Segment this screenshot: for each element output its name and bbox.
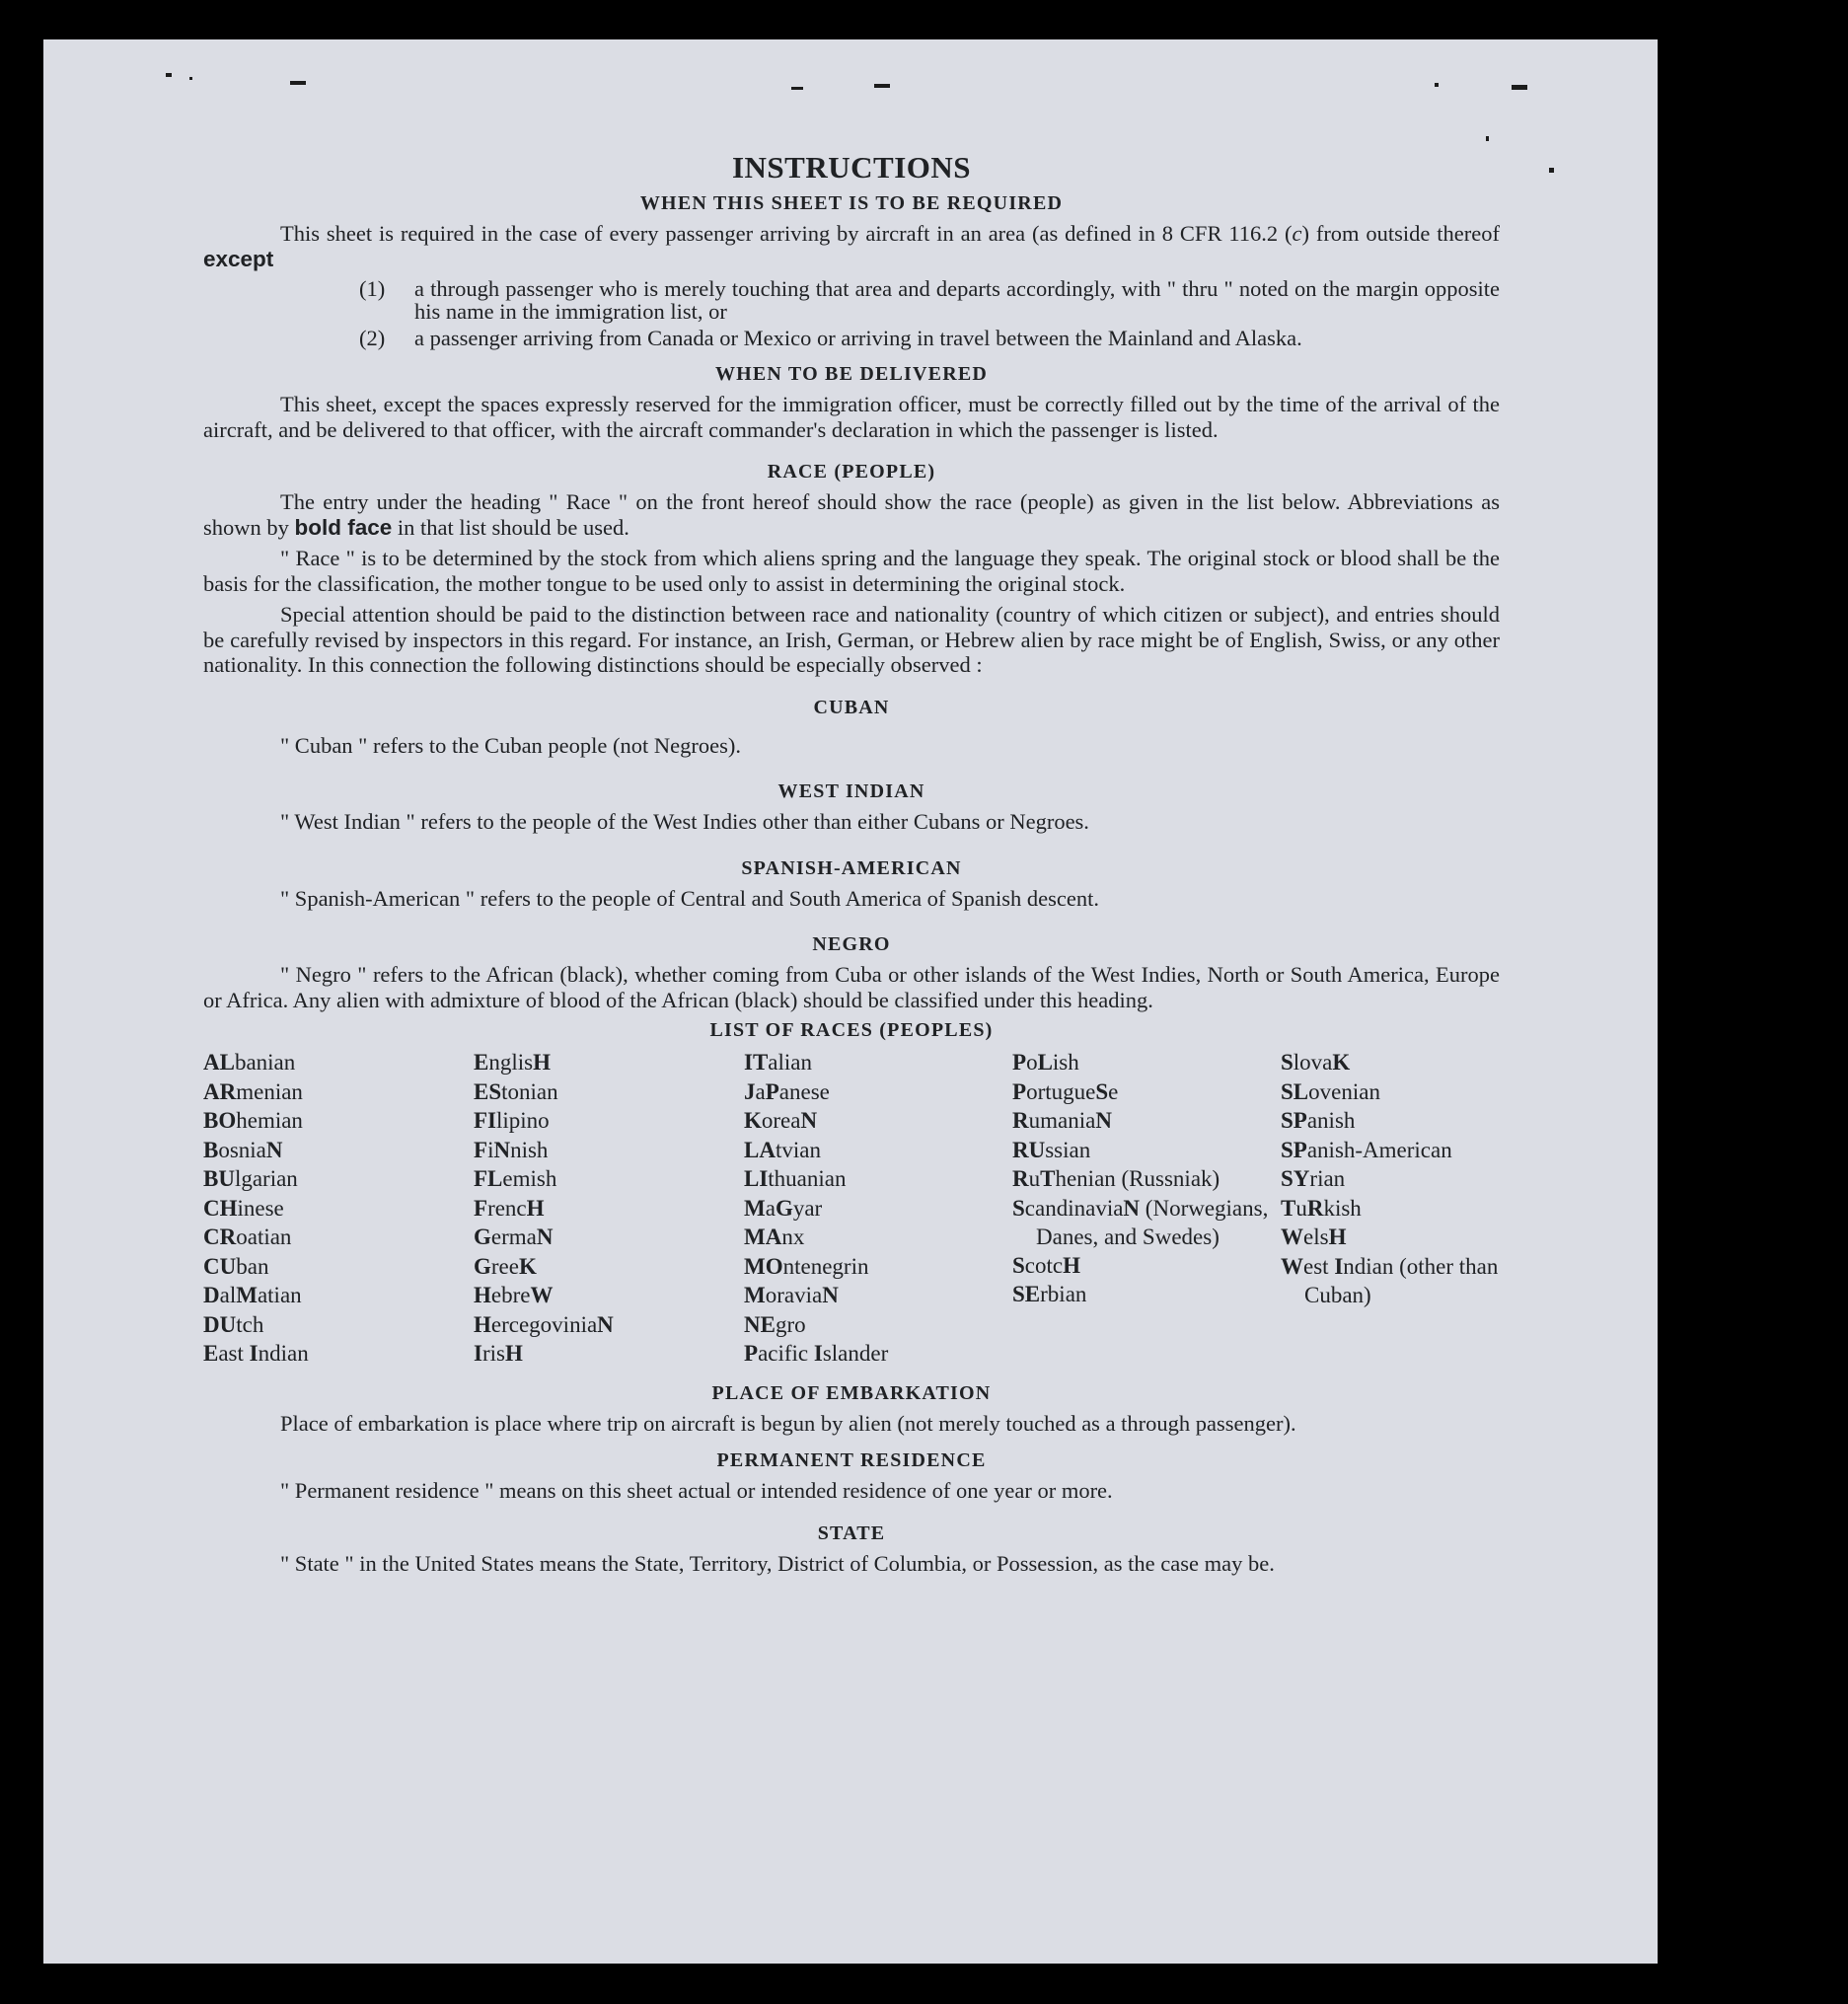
race-text: (Norwegians, Danes, and Swedes) xyxy=(1036,1195,1269,1249)
section-list-of-races xyxy=(203,1018,1500,1369)
race-entry xyxy=(474,1252,744,1282)
race-text: nx xyxy=(781,1225,805,1249)
section-cuban xyxy=(203,696,1500,759)
paragraph: Special attention should be paid to the distinction between race and nationality (country of which citizen or subject), and entries should be carefully revised by inspectors in this regard. For instance, an Irish, German, or Hebrew alien by race might be of English, Swiss, or any other nationality. In this connection the following distinctions should be especially observed : xyxy=(203,602,1500,677)
race-abbrev: N xyxy=(800,1108,818,1133)
race-entry xyxy=(744,1077,1012,1107)
paragraph: Place of embarkation is place where trip on aircraft is begun by alien (not merely touched as a through passenger). xyxy=(280,1410,1296,1436)
race-abbrev: S xyxy=(1095,1078,1109,1104)
race-abbrev: FI xyxy=(474,1108,496,1133)
races-table xyxy=(203,1048,1500,1369)
race-abbrev: T xyxy=(1040,1166,1056,1191)
race-entry xyxy=(1281,1136,1500,1165)
race-abbrev: I xyxy=(813,1341,823,1366)
race-entry xyxy=(203,1136,474,1165)
race-text: a xyxy=(755,1078,766,1104)
race-text: oravia xyxy=(765,1283,823,1307)
section-negro xyxy=(203,932,1500,1012)
race-entry xyxy=(1012,1194,1281,1251)
race-text: anish xyxy=(1306,1108,1356,1133)
race-entry xyxy=(1012,1251,1281,1281)
race-text: cotc xyxy=(1024,1252,1064,1278)
item-number: (2) xyxy=(359,326,386,350)
section-heading: WHEN THIS SHEET IS TO BE REQUIRED xyxy=(639,192,1064,214)
race-entry xyxy=(474,1281,744,1310)
scan-speck xyxy=(1486,136,1489,141)
race-abbrev: G xyxy=(474,1225,491,1249)
race-text: ris xyxy=(481,1341,505,1366)
paragraph: " Cuban " refers to the Cuban people (not Negroes). xyxy=(280,732,741,758)
race-abbrev: D xyxy=(203,1283,220,1307)
race-text: ortugue xyxy=(1026,1078,1096,1104)
paragraph: " Negro " refers to the African (black), whether coming from Cuba or other islands of the West Indies, North or South America, Europe or Africa. Any alien with admixture of blood of the African (black) should be classified under this heading. xyxy=(203,962,1500,1012)
section-embarkation xyxy=(203,1381,1500,1437)
race-abbrev: I xyxy=(474,1341,482,1366)
race-text: inese xyxy=(237,1195,284,1221)
race-entry xyxy=(203,1310,474,1340)
item-text: a through passenger who is merely touching that area and departs accordingly, with " thru " noted on the margin opposite his name in the immigration list, or xyxy=(414,276,1500,324)
race-abbrev: P xyxy=(765,1078,779,1104)
race-abbrev: SY xyxy=(1281,1166,1310,1191)
race-text: lgarian xyxy=(234,1166,298,1191)
race-entry xyxy=(1281,1048,1500,1077)
race-entry xyxy=(1281,1077,1500,1107)
section-spanish-american xyxy=(203,856,1500,912)
paragraph: " State " in the United States means the State, Territory, District of Columbia, or Possession, as the case may be. xyxy=(280,1550,1275,1576)
race-text: nglis xyxy=(488,1050,534,1075)
section-heading: LIST OF RACES (PEOPLES) xyxy=(709,1019,994,1041)
race-abbrev: N xyxy=(822,1283,839,1307)
race-entry xyxy=(203,1223,474,1252)
race-abbrev: N xyxy=(1095,1108,1112,1133)
race-text: acific xyxy=(758,1341,814,1366)
race-entry xyxy=(744,1281,1012,1310)
race-abbrev: P xyxy=(744,1341,759,1366)
race-abbrev: H xyxy=(474,1311,491,1337)
race-text: ast xyxy=(218,1341,250,1366)
race-text: tonian xyxy=(501,1078,558,1104)
race-entry xyxy=(203,1281,474,1310)
list-item xyxy=(203,277,1500,323)
race-text: est xyxy=(1303,1253,1335,1279)
race-text: ree xyxy=(490,1253,519,1279)
paragraph: " Spanish-American " refers to the people of Central and South America of Spanish descent. xyxy=(280,885,1100,911)
race-text: ovenian xyxy=(1308,1078,1380,1104)
race-abbrev: N xyxy=(493,1137,511,1162)
race-abbrev: B xyxy=(203,1137,219,1162)
races-column xyxy=(1012,1048,1281,1369)
race-text: u xyxy=(1295,1195,1307,1221)
race-abbrev: N xyxy=(597,1311,614,1337)
section-west-indian xyxy=(203,779,1500,835)
race-text: ban xyxy=(236,1253,269,1279)
emphasis-bold-face: bold face xyxy=(294,514,393,540)
race-entry xyxy=(744,1339,1012,1369)
section-permanent-residence xyxy=(203,1448,1500,1504)
race-text: ntenegrin xyxy=(782,1253,869,1279)
race-text: anese xyxy=(778,1078,830,1104)
race-abbrev: H xyxy=(526,1195,545,1221)
race-abbrev: SP xyxy=(1281,1137,1307,1162)
race-entry xyxy=(474,1339,744,1369)
exception-list xyxy=(203,277,1500,349)
paragraph: The entry under the heading " Race " on the front hereof should show the race (people) as given in the list below. Abbreviations as shown by bold face in that list should be used. xyxy=(203,489,1500,540)
scan-speck xyxy=(1512,85,1527,90)
races-column xyxy=(474,1048,744,1369)
scan-speck xyxy=(290,81,306,85)
race-abbrev: W xyxy=(1281,1225,1303,1249)
race-abbrev: CU xyxy=(203,1253,237,1279)
list-item xyxy=(203,327,1500,349)
page-title: INSTRUCTIONS xyxy=(731,150,971,185)
race-text: alian xyxy=(768,1050,812,1075)
race-abbrev: M xyxy=(744,1195,766,1221)
race-text: els xyxy=(1303,1225,1329,1249)
race-abbrev: RU xyxy=(1012,1137,1046,1162)
race-entry xyxy=(474,1164,744,1194)
race-abbrev: S xyxy=(1012,1195,1025,1221)
race-abbrev: CR xyxy=(203,1225,237,1249)
scan-speck xyxy=(791,87,803,90)
race-entry xyxy=(474,1106,744,1136)
race-entry xyxy=(203,1106,474,1136)
race-text: thuanian xyxy=(768,1166,847,1191)
race-entry xyxy=(1012,1077,1281,1107)
race-abbrev: R xyxy=(1012,1166,1029,1191)
races-column xyxy=(744,1048,1012,1369)
race-text: yar xyxy=(792,1195,823,1221)
race-abbrev: W xyxy=(530,1283,554,1307)
race-entry xyxy=(1281,1194,1500,1224)
race-abbrev: CH xyxy=(203,1195,238,1221)
race-abbrev: LA xyxy=(744,1137,776,1162)
race-entry xyxy=(744,1310,1012,1340)
race-abbrev: S xyxy=(1012,1252,1025,1278)
race-entry xyxy=(474,1077,744,1107)
section-heading: NEGRO xyxy=(812,933,891,955)
race-text: oatian xyxy=(236,1225,292,1249)
race-abbrev: K xyxy=(1332,1050,1351,1075)
race-abbrev: R xyxy=(1306,1195,1324,1221)
race-text: tvian xyxy=(775,1137,821,1162)
race-text: hemian xyxy=(236,1108,303,1133)
race-abbrev: G xyxy=(474,1253,491,1279)
section-heading: STATE xyxy=(817,1522,886,1544)
race-text: o xyxy=(1026,1050,1038,1075)
race-abbrev: I xyxy=(249,1341,259,1366)
race-entry xyxy=(474,1194,744,1224)
race-abbrev: H xyxy=(1328,1225,1347,1249)
scan-speck xyxy=(166,73,172,77)
scan-speck xyxy=(874,84,890,88)
races-column xyxy=(203,1048,474,1369)
race-abbrev: T xyxy=(1281,1195,1296,1221)
race-entry xyxy=(1012,1136,1281,1165)
paragraph: " Race " is to be determined by the stock from which aliens spring and the language they speak. The original stock or blood shall be the basis for the classification, the mother tongue to be used only to assist in determining the original stock. xyxy=(203,546,1500,596)
race-entry xyxy=(1012,1106,1281,1136)
race-text: slander xyxy=(822,1341,889,1366)
scan-speck xyxy=(1435,83,1439,87)
section-heading: RACE (PEOPLE) xyxy=(767,461,936,482)
race-abbrev: LI xyxy=(744,1166,769,1191)
race-entry xyxy=(1281,1164,1500,1194)
race-text: ndian xyxy=(258,1341,309,1366)
race-entry xyxy=(203,1048,474,1077)
race-text: e xyxy=(1108,1078,1119,1104)
race-text: anish-American xyxy=(1306,1137,1452,1162)
race-text: ebre xyxy=(490,1283,531,1307)
section-heading: CUBAN xyxy=(813,696,890,718)
section-when-required xyxy=(203,191,1500,349)
race-text: rian xyxy=(1309,1166,1346,1191)
race-entry xyxy=(203,1339,474,1369)
scan-speck xyxy=(189,77,192,80)
race-text: umania xyxy=(1028,1108,1096,1133)
race-abbrev: H xyxy=(1063,1252,1080,1278)
section-heading: WHEN TO BE DELIVERED xyxy=(714,363,989,385)
race-abbrev: P xyxy=(1012,1050,1027,1075)
race-entry xyxy=(744,1164,1012,1194)
race-abbrev: G xyxy=(775,1195,793,1221)
race-abbrev: N xyxy=(1123,1195,1141,1221)
race-entry xyxy=(1012,1048,1281,1077)
race-entry xyxy=(203,1194,474,1224)
race-text: nish xyxy=(510,1137,549,1162)
race-abbrev: W xyxy=(1281,1253,1303,1279)
race-abbrev: N xyxy=(536,1225,554,1249)
item-text: a passenger arriving from Canada or Mexico or arriving in travel between the Mainland and Alaska. xyxy=(414,326,1302,350)
section-heading: WEST INDIAN xyxy=(777,780,925,802)
race-text: ercegovinia xyxy=(490,1311,598,1337)
race-entry xyxy=(474,1136,744,1165)
instructions-content xyxy=(203,148,1500,1582)
race-entry xyxy=(1281,1252,1500,1309)
race-text: candinavia xyxy=(1024,1195,1124,1221)
race-abbrev: K xyxy=(518,1253,537,1279)
race-text: emish xyxy=(502,1166,557,1191)
race-abbrev: H xyxy=(533,1050,551,1075)
race-entry xyxy=(744,1106,1012,1136)
race-text: ish xyxy=(1052,1050,1079,1075)
race-abbrev: M xyxy=(236,1283,258,1307)
paragraph: This sheet is required in the case of every passenger arriving by aircraft in an area (as defined in 8 CFR 116.2 (c) from outside thereof except xyxy=(203,221,1500,271)
race-abbrev: AR xyxy=(203,1078,237,1104)
race-entry xyxy=(203,1077,474,1107)
race-abbrev: K xyxy=(744,1108,762,1133)
race-abbrev: F xyxy=(474,1195,488,1221)
race-abbrev: E xyxy=(474,1050,489,1075)
race-entry xyxy=(1012,1164,1281,1194)
race-text: kish xyxy=(1323,1195,1362,1221)
race-abbrev: IT xyxy=(744,1050,769,1075)
race-abbrev: NE xyxy=(744,1311,776,1337)
race-abbrev: AL xyxy=(203,1050,235,1075)
race-entry xyxy=(744,1223,1012,1252)
race-abbrev: ES xyxy=(474,1078,502,1104)
document-page xyxy=(43,39,1658,1964)
race-entry xyxy=(744,1136,1012,1165)
race-abbrev: P xyxy=(1012,1078,1027,1104)
section-when-delivered xyxy=(203,362,1500,442)
race-text: banian xyxy=(234,1050,296,1075)
race-text: rbian xyxy=(1040,1282,1087,1306)
race-abbrev: J xyxy=(744,1078,756,1104)
race-abbrev: SE xyxy=(1012,1282,1041,1306)
race-text: tch xyxy=(236,1311,264,1337)
paragraph: This sheet, except the spaces expressly reserved for the immigration officer, must be correctly filled out by the time of the arrival of the aircraft, and be delivered to that officer, with the aircraft commander's declaration in which the passenger is listed. xyxy=(203,392,1500,442)
race-text: menian xyxy=(236,1078,303,1104)
race-abbrev: H xyxy=(504,1341,523,1366)
race-abbrev: H xyxy=(474,1283,491,1307)
race-text: ndian (other than Cuban) xyxy=(1304,1253,1499,1307)
race-text: renc xyxy=(487,1195,527,1221)
race-abbrev: M xyxy=(744,1283,766,1307)
race-abbrev: BO xyxy=(203,1108,237,1133)
race-text: lipino xyxy=(496,1108,550,1133)
race-abbrev: SP xyxy=(1281,1108,1307,1133)
race-entry xyxy=(474,1048,744,1077)
race-abbrev: L xyxy=(1037,1050,1053,1075)
race-abbrev: R xyxy=(1012,1108,1029,1133)
race-abbrev: S xyxy=(1281,1050,1294,1075)
race-entry xyxy=(744,1048,1012,1077)
emphasis-except: except xyxy=(203,246,274,271)
race-text: henian (Russniak) xyxy=(1055,1166,1220,1191)
race-text: lova xyxy=(1293,1050,1333,1075)
race-text: gro xyxy=(775,1311,806,1337)
race-entry xyxy=(1281,1223,1500,1252)
race-entry xyxy=(474,1310,744,1340)
section-state xyxy=(203,1522,1500,1577)
race-entry xyxy=(744,1194,1012,1224)
race-entry xyxy=(1012,1280,1281,1309)
race-text: osnia xyxy=(218,1137,266,1162)
race-text: ssian xyxy=(1045,1137,1091,1162)
race-entry xyxy=(1281,1106,1500,1136)
race-abbrev: FL xyxy=(474,1166,503,1191)
race-abbrev: F xyxy=(474,1137,488,1162)
race-entry xyxy=(203,1164,474,1194)
scan-speck xyxy=(1549,168,1554,173)
item-number: (1) xyxy=(359,276,386,301)
section-heading: SPANISH-AMERICAN xyxy=(741,856,962,879)
race-entry xyxy=(744,1252,1012,1282)
race-abbrev: BU xyxy=(203,1166,235,1191)
race-abbrev: E xyxy=(203,1341,219,1366)
race-text: al xyxy=(219,1283,237,1307)
paragraph: " Permanent residence " means on this sheet actual or intended residence of one year or more. xyxy=(280,1478,1113,1503)
race-abbrev: DU xyxy=(203,1311,237,1337)
section-heading: PERMANENT RESIDENCE xyxy=(716,1449,987,1471)
races-column xyxy=(1281,1048,1500,1369)
race-abbrev: N xyxy=(265,1137,283,1162)
race-abbrev: MA xyxy=(744,1225,782,1249)
race-entry xyxy=(203,1252,474,1282)
section-heading: PLACE OF EMBARKATION xyxy=(711,1381,992,1404)
section-race xyxy=(203,460,1500,678)
paragraph: " West Indian " refers to the people of the West Indies other than either Cubans or Negroes. xyxy=(280,809,1089,834)
race-text: erma xyxy=(490,1225,537,1249)
race-text: i xyxy=(487,1137,494,1162)
race-text: orea xyxy=(761,1108,801,1133)
race-text: atian xyxy=(257,1283,302,1307)
race-abbrev: MO xyxy=(744,1253,783,1279)
race-abbrev: I xyxy=(1334,1253,1344,1279)
race-abbrev: SL xyxy=(1281,1078,1309,1104)
race-text: u xyxy=(1028,1166,1041,1191)
race-text: a xyxy=(765,1195,776,1221)
race-entry xyxy=(474,1223,744,1252)
